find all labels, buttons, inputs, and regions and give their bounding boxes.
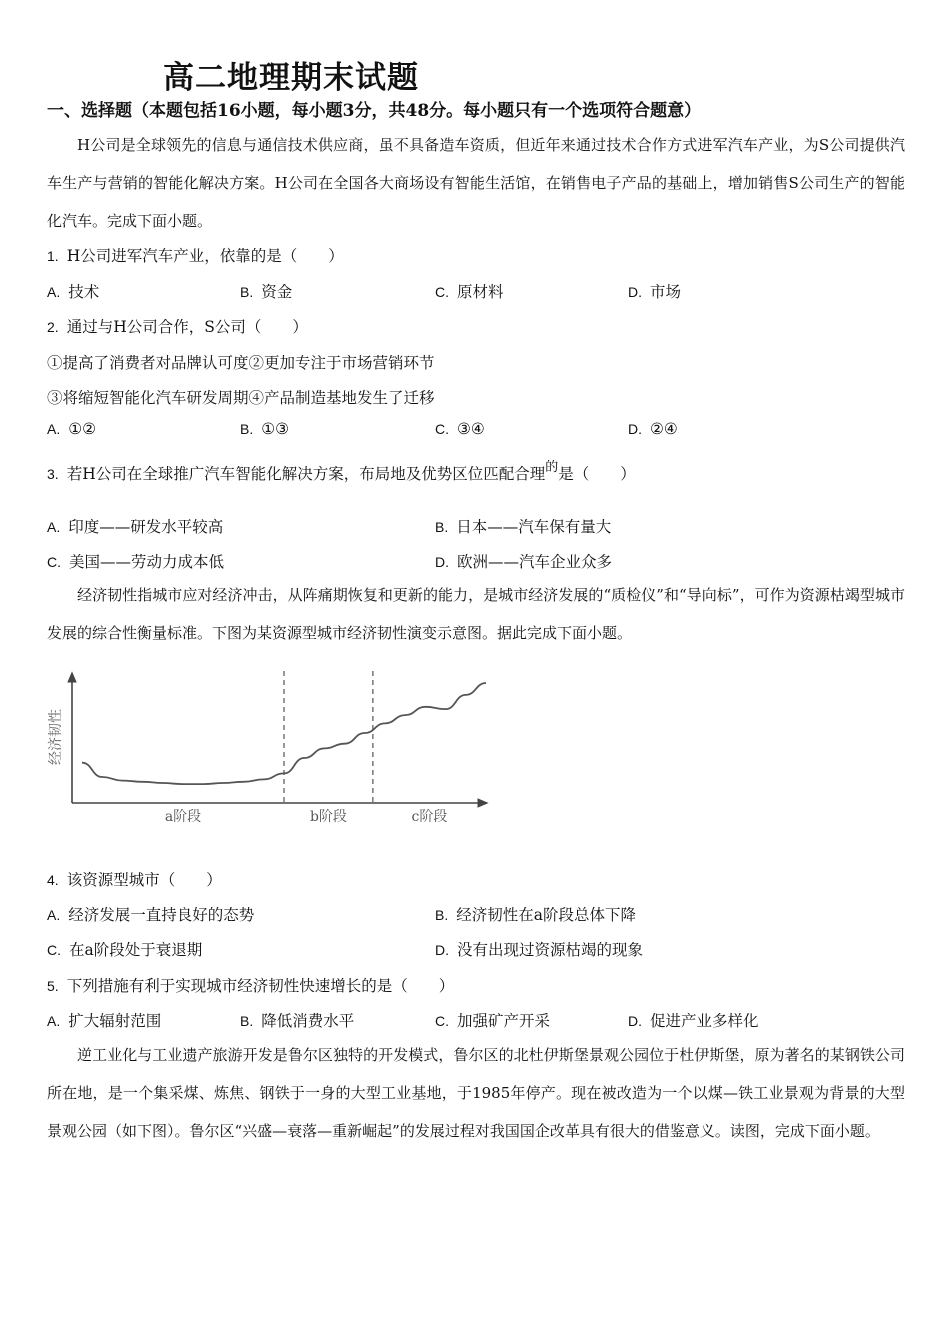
option-text: 在a阶段处于衰退期 <box>69 941 203 959</box>
question-3 <box>47 456 636 484</box>
q3-option-a[interactable] <box>47 515 223 537</box>
q5-option-a[interactable] <box>47 1009 161 1031</box>
option-text: 印度——研发水平较高 <box>68 518 224 536</box>
q5-option-d[interactable] <box>628 1009 759 1031</box>
question-4-stem: 该资源型城市（ ） <box>66 871 222 889</box>
q5-option-c[interactable] <box>435 1009 550 1031</box>
section-heading: 一、选择题（本题包括16小题，每小题3分，共48分。每小题只有一个选项符合题意） <box>47 101 702 121</box>
q4-option-b[interactable] <box>435 903 636 925</box>
option-key: A. <box>47 519 61 535</box>
resilience-chart <box>40 665 500 835</box>
option-text: 促进产业多样化 <box>650 1012 759 1030</box>
option-key: C. <box>47 942 61 958</box>
option-key: D. <box>628 421 642 437</box>
option-text: ②④ <box>650 420 678 438</box>
question-2-stem: 通过与H公司合作，S公司（ ） <box>66 318 308 336</box>
option-key: B. <box>240 284 254 300</box>
stage-label-b: b阶段 <box>309 809 347 825</box>
option-key: A. <box>47 421 61 437</box>
option-key: D. <box>435 942 449 958</box>
option-key: D. <box>435 554 449 570</box>
question-5-stem: 下列措施有利于实现城市经济韧性快速增长的是（ ） <box>66 977 455 995</box>
option-text: ①② <box>68 420 97 438</box>
question-5-number: 5. <box>47 978 59 994</box>
option-key: A. <box>47 907 61 923</box>
option-text: 没有出现过资源枯竭的现象 <box>457 941 644 959</box>
question-3-stem-de: 的 <box>545 460 559 475</box>
option-text: 欧洲——汽车企业众多 <box>457 553 613 571</box>
option-text: 美国——劳动力成本低 <box>69 553 225 571</box>
q4-option-a[interactable] <box>47 903 254 925</box>
question-2-number: 2. <box>47 319 59 335</box>
question-3-number: 3. <box>47 466 59 482</box>
passage-2-text: 经济韧性指城市应对经济冲击，从阵痛期恢复和更新的能力，是城市经济发展的“质检仪”和“导向标”，可作为资源枯竭型城市发展的综合性衡量标准。下图为某资源型城市经济韧性演变示意图。据此完成下面小题。 <box>47 586 905 642</box>
option-text: 经济韧性在a阶段总体下降 <box>456 906 636 924</box>
option-text: 降低消费水平 <box>261 1012 355 1030</box>
option-key: C. <box>435 1013 449 1029</box>
option-text: 技术 <box>68 283 100 301</box>
question-1-stem: H公司进军汽车产业，依靠的是（ ） <box>66 247 344 265</box>
option-text: 经济发展一直持良好的态势 <box>68 906 255 924</box>
question-4-number: 4. <box>47 872 59 888</box>
option-text: ③④ <box>457 420 485 438</box>
q2-option-d[interactable] <box>628 420 678 438</box>
q1-option-a[interactable] <box>47 280 99 302</box>
question-3-stem-b: 是（ ） <box>558 465 636 483</box>
q2-statements-1: ①提高了消费者对品牌认可度②更加专注于市场营销环节 <box>47 354 435 372</box>
q4-option-c[interactable] <box>47 938 202 960</box>
q3-option-d[interactable] <box>435 550 612 572</box>
option-text: 加强矿产开采 <box>457 1012 551 1030</box>
page-title: 高二地理期末试题 <box>163 60 419 96</box>
option-key: B. <box>240 421 254 437</box>
q3-option-c[interactable] <box>47 550 224 572</box>
passage-1 <box>47 126 905 240</box>
question-5 <box>47 974 454 996</box>
option-key: C. <box>47 554 61 570</box>
question-1 <box>47 244 344 266</box>
option-text: ①③ <box>261 420 290 438</box>
option-key: C. <box>435 284 449 300</box>
option-key: B. <box>435 907 449 923</box>
option-key: C. <box>435 421 449 437</box>
q1-option-b[interactable] <box>240 280 292 302</box>
passage-3 <box>47 1036 905 1150</box>
q1-option-c[interactable] <box>435 280 504 302</box>
question-4 <box>47 868 222 890</box>
q4-option-d[interactable] <box>435 938 643 960</box>
q3-option-b[interactable] <box>435 515 611 537</box>
q1-option-d[interactable] <box>628 280 681 302</box>
option-key: B. <box>435 519 449 535</box>
passage-3-text: 逆工业化与工业遗产旅游开发是鲁尔区独特的开发模式，鲁尔区的北杜伊斯堡景观公园位于杜伊斯堡，原为著名的某钢铁公司所在地，是一个集采煤、炼焦、钢铁于一身的大型工业基地，于1985年停产。现在被改造为一个以煤—铁工业景观为背景的大型景观公园（如下图）。鲁尔区“兴盛—衰落—重新崛起”的发展过程对我国国企改革具有很大的借鉴意义。读图，完成下面小题。 <box>47 1046 905 1140</box>
option-text: 市场 <box>650 283 682 301</box>
question-3-stem-a: 若H公司在全球推广汽车智能化解决方案，布局地及优势区位匹配合理 <box>66 465 546 483</box>
y-axis-label: 经济韧性 <box>48 709 64 765</box>
option-text: 日本——汽车保有量大 <box>456 518 612 536</box>
option-key: D. <box>628 1013 642 1029</box>
option-text: 原材料 <box>457 283 504 301</box>
q2-option-a[interactable] <box>47 420 96 438</box>
option-text: 资金 <box>261 283 293 301</box>
question-1-number: 1. <box>47 248 59 264</box>
q2-option-c[interactable] <box>435 420 485 438</box>
stage-label-c: c阶段 <box>411 809 448 825</box>
stage-label-a: a阶段 <box>164 809 202 825</box>
q2-option-b[interactable] <box>240 420 289 438</box>
option-key: A. <box>47 284 61 300</box>
passage-2 <box>47 576 905 652</box>
option-key: A. <box>47 1013 61 1029</box>
question-2 <box>47 315 308 337</box>
option-text: 扩大辐射范围 <box>68 1012 162 1030</box>
q2-statements-2: ③将缩短智能化汽车研发周期④产品制造基地发生了迁移 <box>47 389 435 407</box>
option-key: D. <box>628 284 642 300</box>
passage-1-text: H公司是全球领先的信息与通信技术供应商，虽不具备造车资质，但近年来通过技术合作方式进军汽车产业，为S公司提供汽车生产与营销的智能化解决方案。H公司在全国各大商场设有智能生活馆，在销售电子产品的基础上，增加销售S公司生产的智能化汽车。完成下面小题。 <box>47 136 905 230</box>
option-key: B. <box>240 1013 254 1029</box>
q5-option-b[interactable] <box>240 1009 354 1031</box>
